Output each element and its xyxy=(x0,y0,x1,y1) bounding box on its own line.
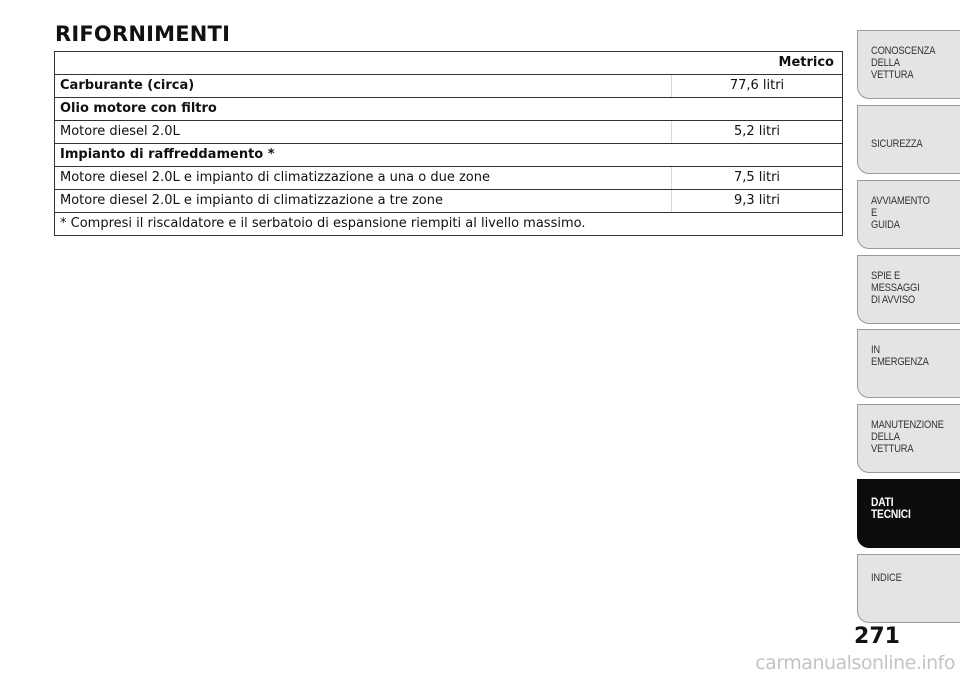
section-title: RIFORNIMENTI xyxy=(55,22,231,46)
refill-capacities-table xyxy=(54,51,843,236)
tab-avviamento-e-guida[interactable] xyxy=(857,180,960,249)
tab-sicurezza[interactable] xyxy=(857,105,960,174)
row-label: Motore diesel 2.0L xyxy=(55,121,672,144)
row-label: Carburante (circa) xyxy=(55,75,672,98)
tab-in-emergenza[interactable] xyxy=(857,329,960,398)
tab-label: SICUREZZA xyxy=(871,138,923,150)
row-value xyxy=(672,144,843,167)
watermark-text: carmanualsonline.info xyxy=(755,652,955,674)
tab-indice[interactable] xyxy=(857,554,960,623)
row-value: 9,3 litri xyxy=(672,190,843,213)
tab-label: SPIE E MESSAGGI DI AVVISO xyxy=(871,270,920,306)
row-label: Motore diesel 2.0L e impianto di climatizzazione a tre zone xyxy=(55,190,672,213)
tab-label: CONOSCENZA DELLA VETTURA xyxy=(871,45,936,81)
tab-conoscenza-della-vettura[interactable] xyxy=(857,30,960,99)
table-row xyxy=(55,121,843,144)
table-row xyxy=(55,167,843,190)
page-number: 271 xyxy=(854,624,900,649)
tab-manutenzione-della-vettura[interactable] xyxy=(857,404,960,473)
row-value: 77,6 litri xyxy=(672,75,843,98)
tab-spie-e-messaggi-di-avviso[interactable] xyxy=(857,255,960,324)
column-header-metric: Metrico xyxy=(55,52,843,75)
table-row xyxy=(55,190,843,213)
tab-label: AVVIAMENTO E GUIDA xyxy=(871,195,930,231)
table-footnote-row xyxy=(55,213,843,236)
row-label: Motore diesel 2.0L e impianto di climatizzazione a una o due zone xyxy=(55,167,672,190)
row-value: 7,5 litri xyxy=(672,167,843,190)
row-value: 5,2 litri xyxy=(672,121,843,144)
table-header-row xyxy=(55,52,843,75)
table-row xyxy=(55,98,843,121)
row-label: Impianto di raffreddamento * xyxy=(55,144,672,167)
row-label: Olio motore con filtro xyxy=(55,98,672,121)
tab-label: IN EMERGENZA xyxy=(871,344,929,368)
row-value xyxy=(672,98,843,121)
tab-label: MANUTENZIONE DELLA VETTURA xyxy=(871,419,944,455)
section-tabs xyxy=(857,30,960,624)
tab-label: INDICE xyxy=(871,572,902,584)
table-row xyxy=(55,75,843,98)
table-row xyxy=(55,144,843,167)
tab-dati-tecnici[interactable] xyxy=(857,479,960,548)
table-footnote: * Compresi il riscaldatore e il serbatoio di espansione riempiti al livello massimo. xyxy=(55,213,843,236)
tab-label: DATI TECNICI xyxy=(871,495,911,521)
